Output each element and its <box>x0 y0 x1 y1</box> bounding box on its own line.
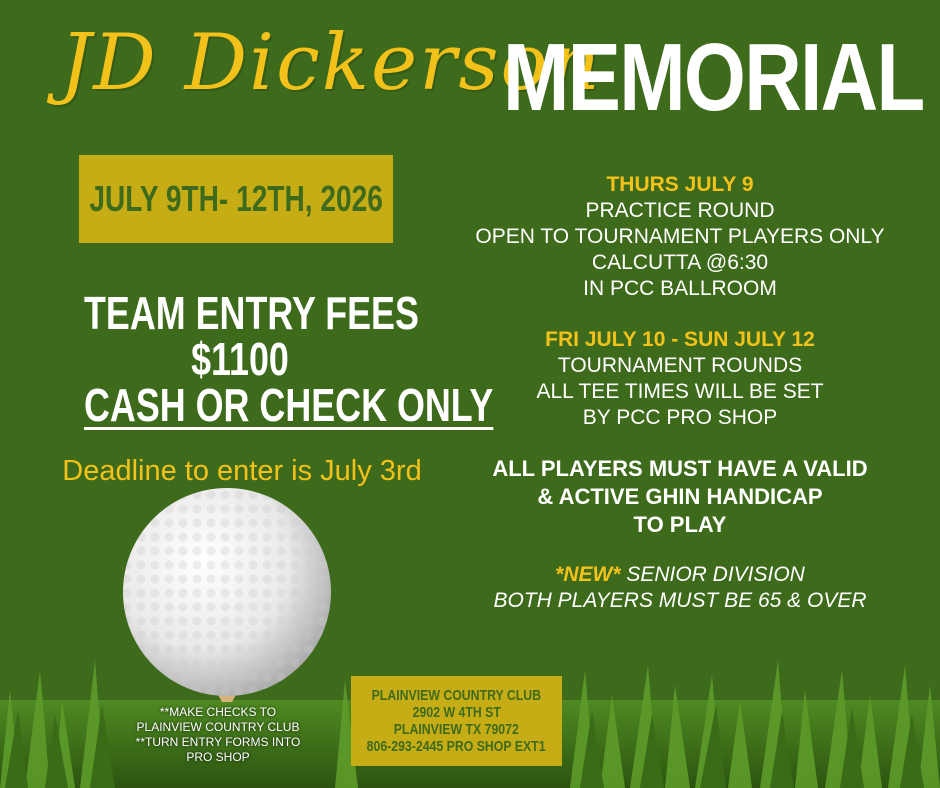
fees-heading: TEAM ENTRY FEES <box>84 287 419 339</box>
new-tag: *NEW* <box>555 563 621 586</box>
date-banner <box>79 155 393 243</box>
schedule-thursday <box>440 172 920 302</box>
entry-fees <box>40 287 494 431</box>
title-memorial: MEMORIAL <box>503 24 924 131</box>
note-line: **MAKE CHECKS TO <box>159 705 277 719</box>
thursday-line: IN PCC BALLROOM <box>583 277 777 300</box>
requirement-line: TO PLAY <box>633 512 727 537</box>
requirement-line: ALL PLAYERS MUST HAVE A VALID <box>492 456 868 481</box>
deadline-text: Deadline to enter is July 3rd <box>62 455 422 487</box>
title-script: JD Dickerson <box>60 18 602 108</box>
club-address-box <box>351 676 562 766</box>
weekend-line: BY PCC PRO SHOP <box>582 406 778 429</box>
senior-line-2: BOTH PLAYERS MUST BE 65 & OVER <box>493 589 867 612</box>
schedule-weekend <box>440 327 920 431</box>
payment-notes <box>108 705 328 765</box>
weekend-heading: FRI JULY 10 - SUN JULY 12 <box>545 328 815 351</box>
fees-amount: $1100 <box>191 333 289 385</box>
weekend-line: ALL TEE TIMES WILL BE SET <box>536 380 824 403</box>
club-line: 806-293-2445 PRO SHOP EXT1 <box>367 738 546 755</box>
weekend-line: TOURNAMENT ROUNDS <box>557 354 803 377</box>
thursday-line: OPEN TO TOURNAMENT PLAYERS ONLY <box>475 225 885 248</box>
note-line: **TURN ENTRY FORMS INTO <box>135 735 301 749</box>
club-line: 2902 W 4TH ST <box>412 704 501 721</box>
senior-line-1 <box>440 562 920 588</box>
thursday-heading: THURS JULY 9 <box>606 173 754 196</box>
note-line: PRO SHOP <box>186 750 250 764</box>
senior-title: SENIOR DIVISION <box>620 563 805 586</box>
golf-ball-icon <box>120 488 334 702</box>
club-line: PLAINVIEW COUNTRY CLUB <box>371 687 542 704</box>
thursday-line: CALCUTTA @6:30 <box>591 251 769 274</box>
event-dates: JULY 9TH- 12TH, 2026 <box>89 178 383 219</box>
club-line: PLAINVIEW TX 79072 <box>393 721 520 738</box>
fees-payment: CASH OR CHECK ONLY <box>84 379 494 431</box>
requirement-line: & ACTIVE GHIN HANDICAP <box>537 484 823 509</box>
senior-division <box>440 562 920 614</box>
thursday-line: PRACTICE ROUND <box>585 199 775 222</box>
note-line: PLAINVIEW COUNTRY CLUB <box>136 720 300 734</box>
handicap-requirement <box>440 455 920 539</box>
